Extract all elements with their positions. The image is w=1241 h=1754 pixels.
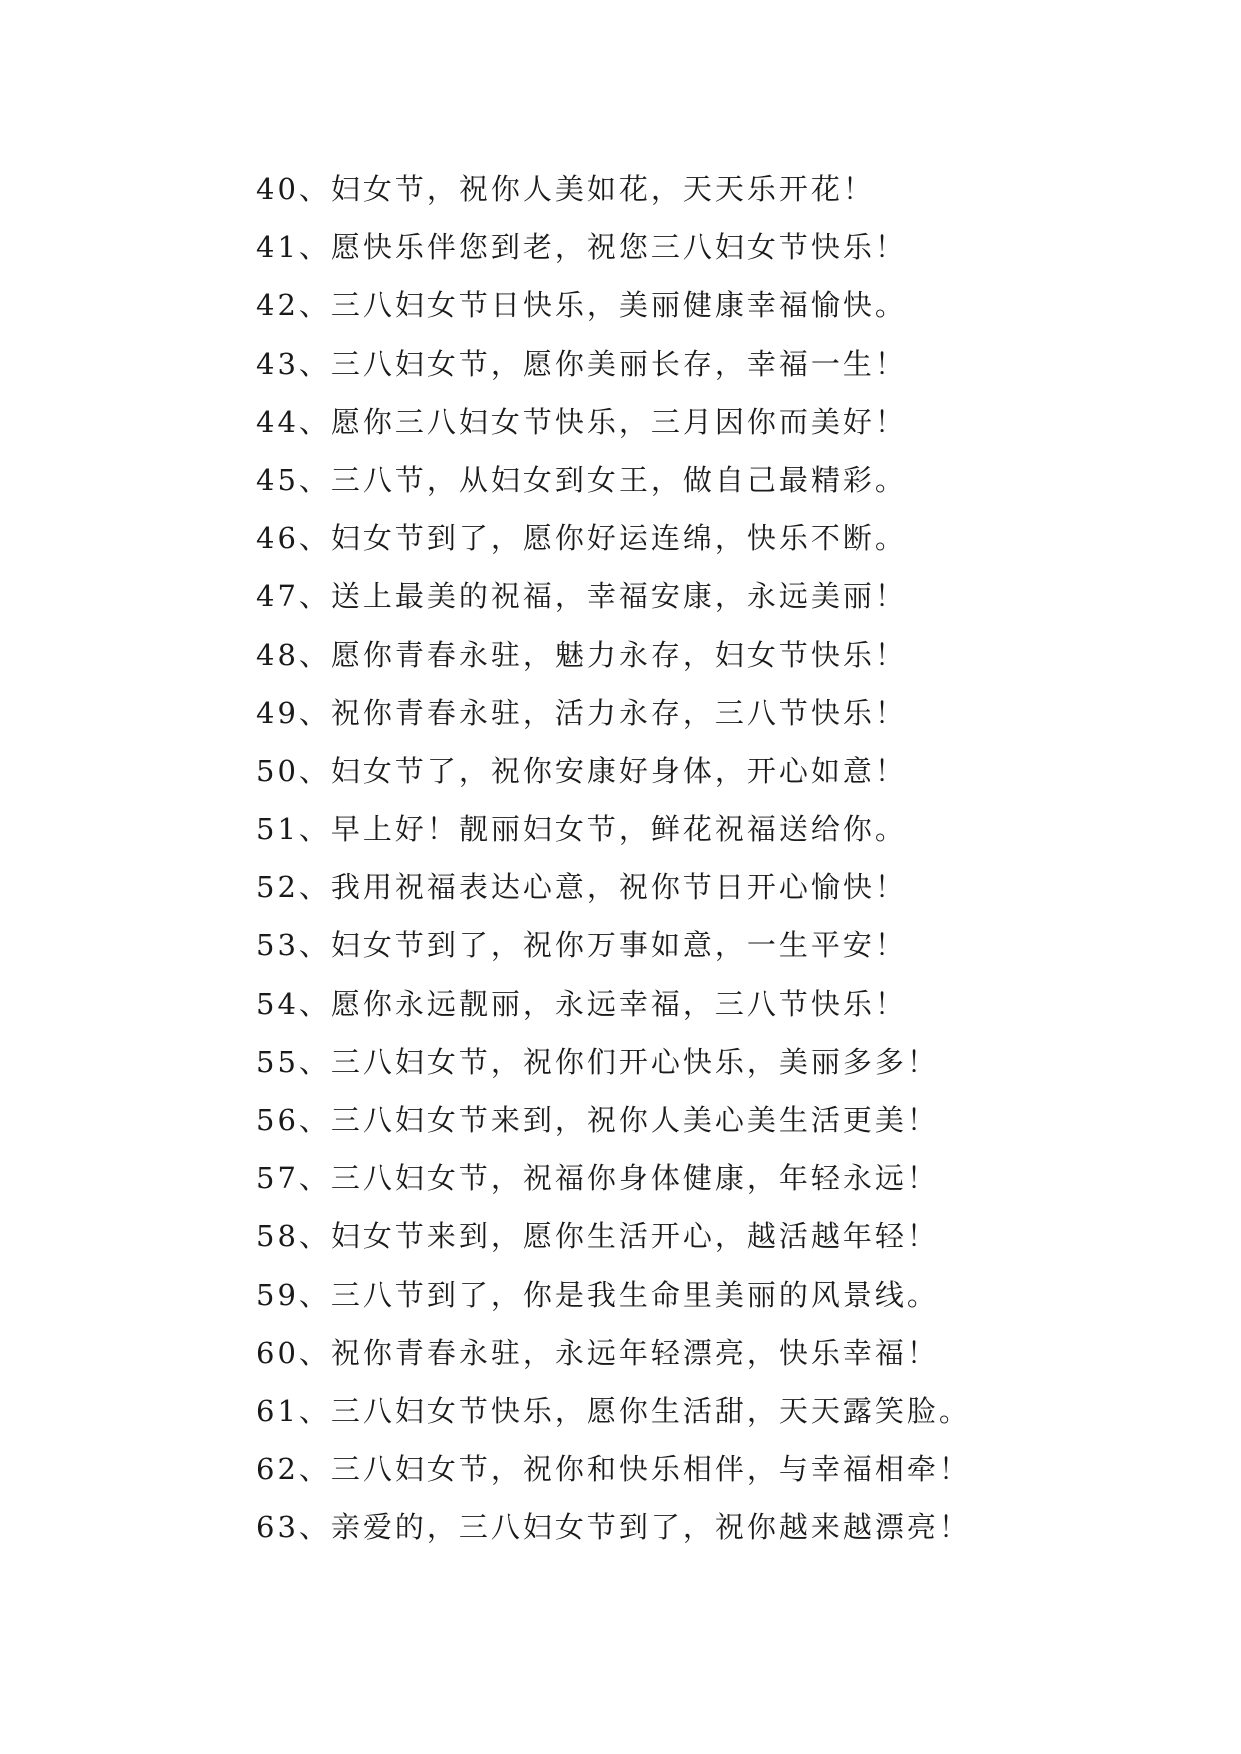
list-item: 60、祝你青春永驻，永远年轻漂亮，快乐幸福！ <box>256 1335 939 1370</box>
list-item: 56、三八妇女节来到，祝你人美心美生活更美！ <box>256 1103 939 1137</box>
list-item: 50、妇女节了，祝你安康好身体，开心如意！ <box>256 753 907 788</box>
list-item: 48、愿你青春永驻，魅力永存，妇女节快乐！ <box>256 637 907 672</box>
list-item: 44、愿你三八妇女节快乐，三月因你而美好！ <box>256 404 907 439</box>
wish-list <box>256 160 971 1557</box>
list-item: 42、三八妇女节日快乐，美丽健康幸福愉快。 <box>256 288 907 323</box>
list-item: 51、早上好！靓丽妇女节，鲜花祝福送给你。 <box>256 812 907 847</box>
list-item: 63、亲爱的，三八妇女节到了，祝你越来越漂亮！ <box>256 1510 971 1545</box>
list-item: 58、妇女节来到，愿你生活开心，越活越年轻！ <box>256 1219 939 1254</box>
list-item: 62、三八妇女节，祝你和快乐相伴，与幸福相牵！ <box>256 1452 971 1487</box>
list-item: 47、送上最美的祝福，幸福安康，永远美丽！ <box>256 579 907 614</box>
list-item: 43、三八妇女节，愿你美丽长存，幸福一生！ <box>256 346 907 381</box>
list-item: 49、祝你青春永驻，活力永存，三八节快乐！ <box>256 695 907 730</box>
list-item: 54、愿你永远靓丽，永远幸福，三八节快乐！ <box>256 986 907 1021</box>
list-item: 59、三八节到了，你是我生命里美丽的风景线。 <box>256 1277 939 1312</box>
list-item: 53、妇女节到了，祝你万事如意，一生平安！ <box>256 928 907 963</box>
list-item: 55、三八妇女节，祝你们开心快乐，美丽多多！ <box>256 1044 939 1079</box>
list-item: 45、三八节，从妇女到女王，做自己最精彩。 <box>256 462 907 497</box>
list-item: 61、三八妇女节快乐，愿你生活甜，天天露笑脸。 <box>256 1393 971 1428</box>
list-item: 52、我用祝福表达心意，祝你节日开心愉快！ <box>256 870 907 905</box>
list-item: 40、妇女节，祝你人美如花，天天乐开花！ <box>256 172 875 206</box>
list-item: 46、妇女节到了，愿你好运连绵，快乐不断。 <box>256 521 907 556</box>
list-item: 57、三八妇女节，祝福你身体健康，年轻永远！ <box>256 1161 939 1196</box>
list-item: 41、愿快乐伴您到老，祝您三八妇女节快乐！ <box>256 230 907 265</box>
